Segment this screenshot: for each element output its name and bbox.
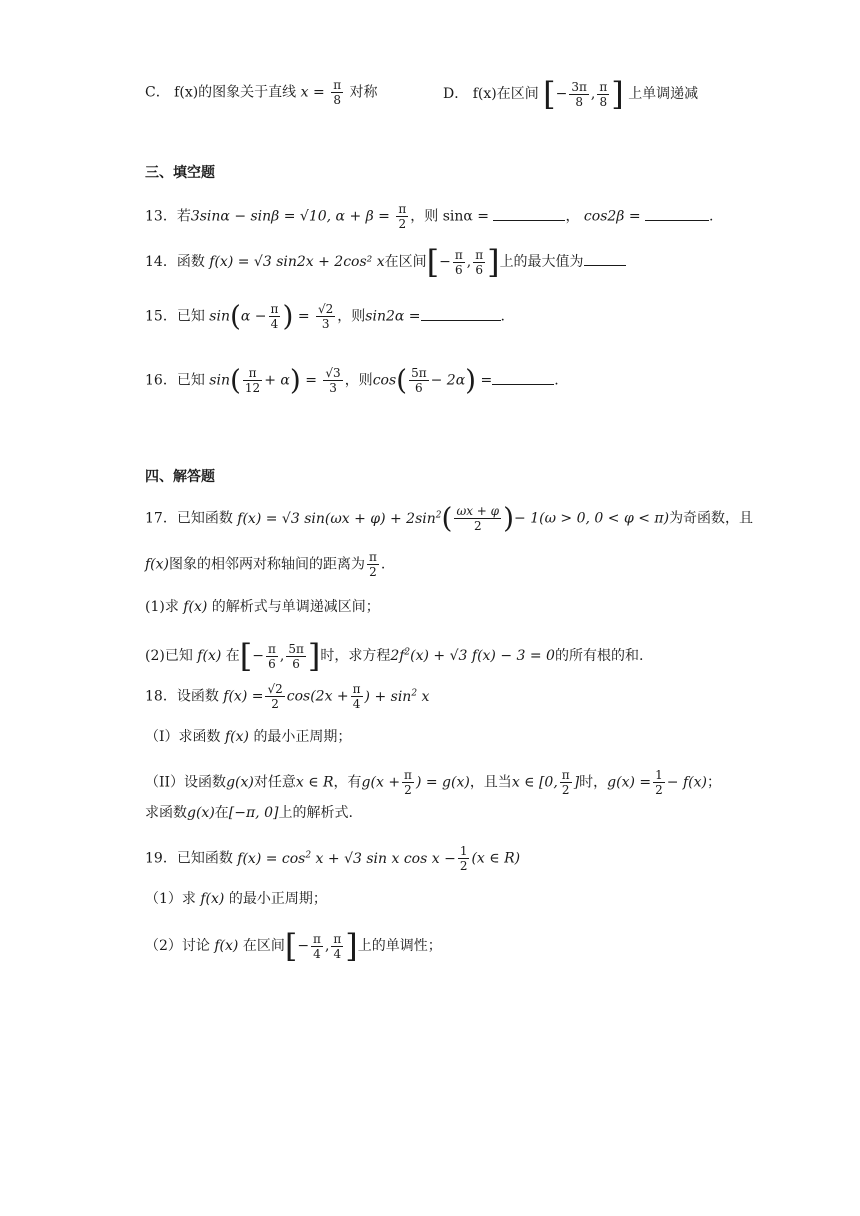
q14-post: 上的最大值为 <box>499 254 584 270</box>
q17-pre: 已知函数 <box>176 510 233 527</box>
section-3-title: 三、填空题 <box>145 165 215 181</box>
q17-line2-pre: 图象的相邻两对称轴间的距离为 <box>169 556 366 573</box>
q15-sin2a: sin2α = <box>365 308 421 325</box>
q16-end: . <box>554 372 559 389</box>
option-c-label: C． <box>145 84 170 101</box>
q18-p2-b: ，有 <box>333 774 362 791</box>
answer-blank[interactable] <box>584 253 626 266</box>
q18-p2-c: ，且当 <box>469 774 512 791</box>
question-18-part-1: （I）求函数 f(x) 的最小正周期； <box>145 729 352 745</box>
q17-p1-post: 的解析式与单调递减区间； <box>211 599 380 615</box>
q16-number: 16． <box>145 372 177 389</box>
q18-p2-d: 时， <box>579 774 608 791</box>
q13-end: . <box>709 208 714 225</box>
question-14: 14．函数 f(x) = √3 sin2x + 2cos² x在区间[− $\frac{\pi}{6}$ , $\frac{\pi}{6}$ ]上的最大值为 <box>145 246 626 278</box>
q17-p2-mid: 在 <box>225 648 240 664</box>
q13-condition: 3sinα − sinβ = √10, α + β = <box>190 208 390 225</box>
q18-number: 18． <box>145 688 177 705</box>
option-d-text-pre: f(x)在区间 <box>472 86 539 102</box>
q18-p3-pre: 求函数 <box>145 805 187 821</box>
q16-mid: ，则 <box>344 372 373 389</box>
q17-post: 为奇函数，且 <box>669 510 754 527</box>
question-17: 17．已知函数 f(x) = √3 $\sin(\omega x + \varphi) + 2\sin^2$( $\frac{\omega x + \varphi}{2}$ )− 1(ω > 0, 0 < φ < π)为奇函数，且 <box>145 501 754 535</box>
q13-pre: 若 <box>176 208 191 225</box>
q14-pre: 函数 <box>176 254 205 270</box>
question-16: 16．已知 sin( $\frac{\pi}{12}$ + α) = $\frac{√3}{3}$ ，则cos( $\frac{5\pi}{6}$ − 2α) = . <box>145 363 559 397</box>
question-17-part-2: (2)已知 f(x) 在[− $\frac{\pi}{6}$ , $\frac{5\pi}{6}$ ]时，求方程$2f^2(x) + √3$ f(x) − 3 = 0的所有根的和. <box>145 637 644 675</box>
q15-number: 15． <box>145 308 177 325</box>
question-17-part-1: (1)求 f(x) 的解析式与单调递减区间； <box>145 599 380 615</box>
q18-p2-end: ； <box>706 774 721 791</box>
answer-blank[interactable] <box>493 208 565 221</box>
q17-p2-mid2: 时，求方程 <box>320 648 391 664</box>
q15-mid: ，则 <box>337 308 366 325</box>
q19-p1: （1）求 <box>145 891 196 907</box>
question-17-line-2: f(x)图象的相邻两对称轴间的距离为 $\frac{\pi}{2}$ . <box>145 550 386 579</box>
q14-mid: 在区间 <box>384 254 427 270</box>
question-13: 13．若3sinα − sinβ = √10, α + β = $\frac{\pi}{2}$ ，则 sinα = ， cos2β = . <box>145 202 714 231</box>
option-c-text-pre: f(x)的图象关于直线 <box>174 84 297 101</box>
q19-p1-post: 的最小正周期； <box>228 891 327 907</box>
q19-pre: 已知函数 <box>176 850 233 867</box>
q19-p2-post: 上的单调性； <box>357 938 442 954</box>
question-15: 15．已知 sin(α − $\frac{\pi}{4}$ ) = $\frac{√2}{3}$ ，则sin2α = . <box>145 299 505 333</box>
q18-p2-a: 对任意 <box>253 774 296 791</box>
q17-number: 17． <box>145 510 177 527</box>
q15-pre: 已知 <box>176 308 205 325</box>
q14-number: 14． <box>145 254 177 270</box>
question-19-part-2: （2）讨论 f(x) 在区间[− $\frac{\pi}{4}$ , $\frac{\pi}{4}$ ]上的单调性； <box>145 927 442 965</box>
q18-p2: （II）设函数 <box>145 774 227 791</box>
q17-p2-pre: (2)已知 <box>145 648 193 664</box>
question-19-part-1: （1）求 f(x) 的最小正周期； <box>145 891 327 907</box>
option-c-text-post: 对称 <box>349 84 378 101</box>
q19-p2: （2）讨论 <box>145 938 210 954</box>
q18-pre: 设函数 <box>176 688 219 705</box>
fraction: $\frac{\pi}{8}$ <box>333 78 342 107</box>
question-18: 18．设函数 f(x) = $\frac{√2}{2}$ cos(2x + $\frac{\pi}{4}$ ) + $\sin^2 x$ <box>145 682 430 711</box>
q17-p1: (1)求 <box>145 599 179 615</box>
option-d: D． f(x)在区间 [− $\frac{3\pi}{8}$ , $\frac{\pi}{8}$ ] 上单调递减 <box>443 75 699 113</box>
section-4-title: 四、解答题 <box>145 469 215 485</box>
q13-cos: cos2β = <box>583 208 646 225</box>
q13-sep: ， <box>565 208 580 225</box>
q19-p2-mid: 在区间 <box>242 938 285 954</box>
q15-end: . <box>500 308 505 325</box>
question-18-part-3: 求函数g(x)在[−π, 0]上的解析式. <box>145 805 353 821</box>
q17-line2-end: . <box>380 556 386 573</box>
question-18-part-2: （II）设函数g(x)对任意x ∈ R，有g(x + $\frac{\pi}{2}$ ) = g(x)，且当x ∈ [0, $\frac{\pi}{2}$ ]时，g(x) = $\frac{1}{2}$ − f(x)； <box>145 768 721 797</box>
option-c: C． f(x)的图象关于直线 x = $\frac{\pi}{8}$ 对称 <box>145 78 378 107</box>
option-d-text-post: 上单调递减 <box>628 86 699 102</box>
q17-p2-post: 的所有根的和. <box>554 648 644 664</box>
answer-blank[interactable] <box>645 208 709 221</box>
question-19: 19．已知函数 $f(x) = \cos^2 x + √3$ sin x cos x − $\frac{1}{2}$ (x ∈ R) <box>145 844 521 873</box>
option-d-label: D． <box>443 86 469 102</box>
q13-number: 13． <box>145 208 177 225</box>
q18-p3-post: 上的解析式. <box>278 805 353 821</box>
q18-p1: （I）求函数 <box>145 729 221 745</box>
q19-number: 19． <box>145 850 177 867</box>
q18-p1-post: 的最小正周期； <box>253 729 352 745</box>
answer-blank[interactable] <box>492 372 554 385</box>
answer-blank[interactable] <box>421 308 501 321</box>
q14-expression: f(x) = √3 sin2x + 2cos² x <box>209 254 385 270</box>
q16-pre: 已知 <box>176 372 205 389</box>
q13-mid: ，则 sinα = <box>410 208 494 225</box>
